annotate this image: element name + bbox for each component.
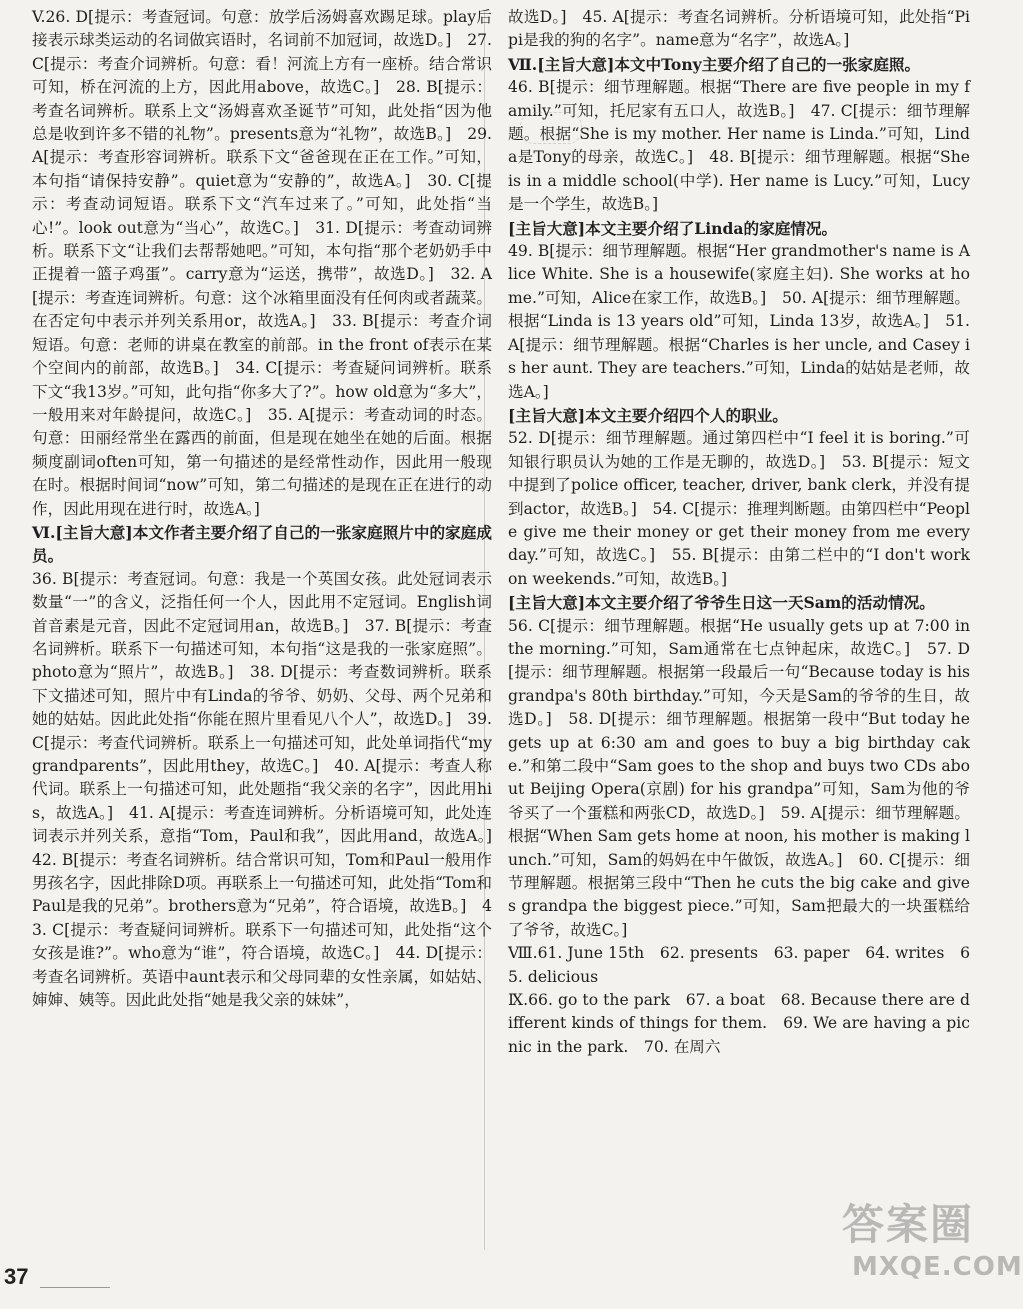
answer-paragraph: 36. B[提示：考查冠词。句意：我是一个英国女孩。此处冠词表示数量“一”的含义，泛指任何一个人，因此用不定冠词。English词首音素是元音，因此不定冠词用an，故选B。] 37. B[提示：考查名词辨析。联系下一句描述可知，本句指“这是我的一张家庭照”。photo意为“照片”，故选B。] 38. D[提示：考查数词辨析。联系下文描述可知，照片中有Linda的爷爷、奶奶、父母、两个兄弟和她的姑姑。因此此处指“你能在照片里看见八个人”，故选D。] 39. C[提示：考查代词辨析。联系上一句描述可知，此处单词指代“my grandparents”，因此用they，故选C。] 40. A[提示：考查人称代词。联系上一句描述可知，此处题指“我父亲的名字”，因此用his，故选A。] 41. A[提示：考查连词辨析。分析语境可知，此处连词表示并列关系，意指“Tom，Paul和我”，因此用and，故选A。] 42. B[提示：考查名词辨析。结合常识可知，Tom和Paul一般用作男孩名字，因此排除D项。再联系上一句描述可知，此处指“Tom和Paul是我的兄弟”。brothers意为“兄弟”，符合语境，故选B。] 43. C[提示：考查疑问词辨析。联系下一句描述可知，此处指“这个女孩是谁?”。who意为“谁”，符合语境，故选C。] 44. D[提示：考查名词辨析。英语中aunt表示和父母同辈的女性亲属，如姑姑、婶婶、姨等。因此此处指“她是我父亲的妹妹”， [32, 569, 508, 1010]
answer-paragraph: 46. B[提示：细节理解题。根据“There are five people in my family.”可知，托尼家有五口人，故选B。] 47. C[提示：细节理解题。根据“She is my mother. Her name is Linda.”可知，Linda是Tony的母亲，故选C。] 48. B[提示：细节理解题。根据“She is in a middle school(中学). Her name is Lucy.”可知，Lucy是一个学生，故选B。] [508, 78, 970, 214]
page-number-rule [40, 1287, 110, 1288]
watermark-title: 答案圈 [842, 1200, 975, 1249]
stamp-mark [520, 112, 582, 144]
answer-paragraph: 56. C[提示：细节理解题。根据“He usually gets up at 7:00 in the morning.”可知，Sam通常在七点钟起床，故选C。] 57. D[提示：细节理解题。根据第一段最后一句“Because today is his grandpa's 80th birthday.”可知，今天是Sam的爷爷的生日，故选D。] 58. D[提示：细节理解题。根据第一段中“But today he gets up at 6:30 am and goes to buy a big birthday cake.”和第二段中“Sam goes to the shop and buys two CDs about Beijing Opera(京剧) for his grandpa”可知，Sam为他的爷爷买了一个蛋糕和两张CD，故选D。] 59. A[提示：细节理解题。根据“When Sam gets home at noon, his mother is making lunch.”可知，Sam的妈妈在中午做饭，故选A。] 60. C[提示：细节理解题。根据第三段中“Then he cuts the big cake and gives grandpa the biggest piece.”可知，Sam把最大的一块蛋糕给了爷爷，故选C。] [508, 616, 970, 939]
section-heading: Ⅶ.[主旨大意]本文中Tony主要介绍了自己的一张家庭照。 [508, 54, 921, 74]
watermark-logo [832, 1192, 1023, 1302]
section-heading: [主旨大意]本文主要介绍四个人的职业。 [508, 405, 788, 425]
watermark-url: MXQE.COM [852, 1252, 1023, 1282]
answer-paragraph: 故选D。] 45. A[提示：考查名词辨析。分析语境可知，此处指“Pipi是我的狗的名字”。name意为“名字”，故选A。] [508, 8, 970, 50]
section-heading: [主旨大意]本文主要介绍了爷爷生日这一天Sam的活动情况。 [508, 593, 935, 613]
left-column [32, 6, 508, 1012]
answer-paragraph: 49. B[提示：细节理解题。根据“Her grandmother's name is Alice White. She is a housewife(家庭主妇). She works at home.”可知，Alice在家工作，故选B。] 50. A[提示：细节理解题。根据“Linda is 13 years old”可知，Linda 13岁，故选A。] 51. A[提示：细节理解题。根据“Charles is her uncle, and Casey is her aunt. They are teachers.”可知，Linda的姑姑是老师，故选A。] [508, 242, 970, 401]
right-column [508, 6, 970, 1059]
answer-paragraph: Ⅸ.66. go to the park 67. a boat 68. Because there are different kinds of things for them. 69. We are having a picnic in the park. 70. 在周六 [508, 991, 970, 1056]
section-heading: [主旨大意]本文主要介绍了Linda的家庭情况。 [508, 218, 838, 238]
answer-paragraph: 52. D[提示：细节理解题。通过第四栏中“I feel it is boring.”可知银行职员认为她的工作是无聊的，故选D。] 53. B[提示：短文中提到了police officer, teacher, driver, bank clerk，并没有提到actor，故选B。] 54. C[提示：推理判断题。由第四栏中“People give me their money or get their money from me every day.”可知，故选C。] 55. B[提示：由第二栏中的“I don't work on weekends.”可知，故选B。] [508, 429, 970, 588]
page-number: 37 [4, 1264, 29, 1289]
answer-paragraph: V.26. D[提示：考查冠词。句意：放学后汤姆喜欢踢足球。play后接表示球类运动的名词做宾语时，名词前不加冠词，故选D。] 27. C[提示：考查介词辨析。句意：看！河流上方有一座桥。结合常识可知，桥在河流的上方，因此用above，故选C。] 28. B[提示：考查名词辨析。联系上文“汤姆喜欢圣诞节”可知，此处指“因为他总是收到许多不错的礼物”。presents意为“礼物”，故选B。] 29. A[提示：考查形容词辨析。联系下文“爸爸现在正在工作。”可知，本句指“请保持安静”。quiet意为“安静的”，故选A。] 30. C[提示：考查动词短语。联系下文“汽车过来了。”可知，此处指“当心!”。look out意为“当心”，故选C。] 31. D[提示：考查动词辨析。联系下文“让我们去帮帮她吧。”可知，本句指“那个老奶奶手中正提着一篮子鸡蛋”。carry意为“运送，携带”，故选D。] 32. A[提示：考查连词辨析。句意：这个冰箱里面没有任何肉或者蔬菜。在否定句中表示并列关系用or，故选A。] 33. B[提示：考查介词短语。句意：老师的讲桌在教室的前部。in the front of表示在某个空间内的前部，故选B。] 34. C[提示：考查疑问词辨析。联系下文“我13岁。”可知，此句指“你多大了?”。how old意为“多大”，一般用来对年龄提问，故选C。] 35. A[提示：考查动词的时态。句意：田丽经常坐在露西的前面，但是现在她坐在她的后面。根据频度副词often可知，第一句描述的是经常性动作，因此用一般现在时。根据时间词“now”可知，第二句描述的是现在正在进行的动作，因此用现在进行时，故选A。] [32, 8, 492, 518]
answer-paragraph: Ⅷ.61. June 15th 62. presents 63. paper 64. writes 65. delicious [508, 944, 970, 986]
section-heading: Ⅵ.[主旨大意]本文作者主要介绍了自己的一张家庭照片中的家庭成员。 [32, 522, 492, 566]
